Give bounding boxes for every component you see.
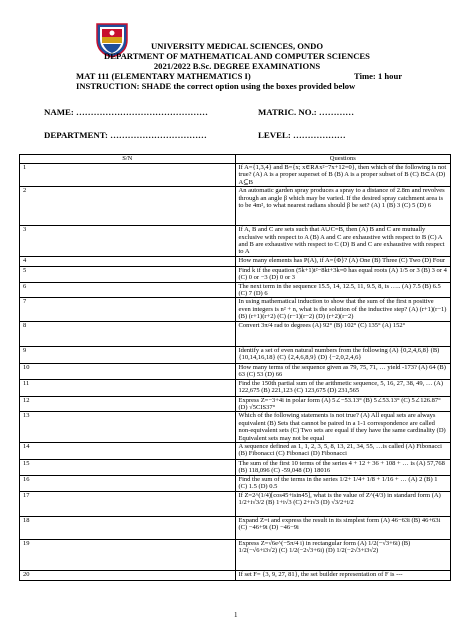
question-number: 5 (20, 266, 236, 282)
university-name: UNIVERSITY MEDICAL SCIENCES, ONDO (150, 41, 324, 51)
table-row (20, 396, 451, 412)
question-number: 19 (20, 539, 236, 570)
course-title: MAT 111 (ELEMENTARY MATHEMATICS I) (76, 71, 251, 81)
question-text: In using mathematical induction to show that the sum of the first n positive even integers is n² + n, what is the solution of the inductive step? (A) (r+1)(r−1) (B) (r+1)(r+2) (C) (r−1)(r−2) (D) (r+2)(r−2) (235, 298, 451, 321)
name-field: NAME: ……………………………………… (44, 107, 208, 117)
table-row (20, 226, 451, 257)
question-number: 2 (20, 187, 236, 226)
question-number: 18 (20, 516, 236, 539)
question-text: If A={1,3,4} and B={x; x∈R∧x²−7x+12=0}, then which of the following is not true? (A) A is a proper superset of B (B) A is a proper subset of B (C) B⊂A (D) A⊆B (235, 164, 451, 187)
exam-instruction: INSTRUCTION: SHADE the correct option using the boxes provided below (76, 81, 356, 91)
question-number: 6 (20, 282, 236, 298)
question-number: 17 (20, 491, 236, 516)
department-field: DEPARTMENT: …………………………… (44, 130, 207, 140)
table-row (20, 266, 451, 282)
table-row (20, 516, 451, 539)
table-row (20, 321, 451, 346)
questions-table (19, 154, 451, 581)
question-number: 9 (20, 346, 236, 363)
question-text: The sum of the first 10 terms of the series 4 + 12 + 36 + 108 + … is (A) 57,768 (B) 118,096 (C) -59,048 (D) 18016 (235, 459, 451, 475)
question-number: 13 (20, 412, 236, 443)
question-text: Find k if the equation (5k+1)t²−8kt+3k=0 has equal roots (A) 1/5 or 3 (B) 3 or 4 (C) 0 or −3 (D) 0 or 3 (235, 266, 451, 282)
table-header-row (20, 155, 451, 164)
question-number: 14 (20, 442, 236, 459)
level-field: LEVEL: ……………… (258, 130, 346, 140)
table-row (20, 164, 451, 187)
department-name: DEPARTMENT OF MATHEMATICAL AND COMPUTER SCIENCES (104, 51, 370, 61)
question-text: Expand Z=i and express the result in its simplest form (A) 46−63i (B) 46+63i (C) −46+9i (D) −46−9i (235, 516, 451, 539)
question-text: An automatic garden spray produces a spray to a distance of 2.8m and revolves through an angle β which may be varied. If the desired spray catchment area is to be 4m², to what nearest radians should β be set? (A) 1 (B) 3 (C) 5 (D) 6 (235, 187, 451, 226)
table-row (20, 570, 451, 580)
question-text: How many elements has P(A), if A={Φ}? (A) One (B) Three (C) Two (D) Four (235, 256, 451, 266)
question-number: 16 (20, 475, 236, 491)
question-number: 20 (20, 570, 236, 580)
table-row (20, 459, 451, 475)
question-text: Express Z=−3+4i in polar form (A) 5∠−53.13° (B) 5∠53.13° (C) 5∠126.87° (D) √5CIS37° (235, 396, 451, 412)
exam-session: 2021/2022 B.Sc. DEGREE EXAMINATIONS (153, 61, 321, 71)
question-number: 15 (20, 459, 236, 475)
table-row (20, 442, 451, 459)
table-row (20, 363, 451, 379)
question-text: If A, B and C are sets such that A∪C=B, then (A) B and C are mutually exclusive with respect to A (B) A and C are exhaustive with respect to B (C) A and B are exhaustive with respect to C (D) B and C are exhaustive with respect to A (235, 226, 451, 257)
table-row (20, 539, 451, 570)
question-number: 12 (20, 396, 236, 412)
question-text: Find the 150th partial sum of the arithmetic sequence, 5, 16, 27, 38, 49, … (A) 122,675 (B) 221,123 (C) 123,675 (D) 231,565 (235, 379, 451, 396)
question-number: 8 (20, 321, 236, 346)
question-text: Express Z=√6e^(−5π/4 i) in rectangular form (A) 1/2(−√3+6i) (B) 1/2(−√6+i3√2) (C) 1/2(−2√3+6i) (D) 1/2(−2√3+i3√2) (235, 539, 451, 570)
question-number: 1 (20, 164, 236, 187)
question-number: 10 (20, 363, 236, 379)
table-row (20, 412, 451, 443)
question-text: Which of the following statements is not true? (A) All equal sets are always equivalent (B) Sets that cannot be paired in a 1-1 correspondence are called non-equivalent sets (C) Two sets are equal if they have the same cardinality (D) Equivalent sets may not be equal (235, 412, 451, 443)
table-row (20, 346, 451, 363)
question-number: 7 (20, 298, 236, 321)
question-text: Identify a set of even natural numbers from the following (A) {0,2,4,6,8} (B) {10,14,16,18} (C) {2,4,6,8,9} (D) {−2,0,2,4,6} (235, 346, 451, 363)
question-number: 4 (20, 256, 236, 266)
question-text: Convert 3π/4 rad to degrees (A) 92° (B) 102° (C) 135° (A) 152° (235, 321, 451, 346)
questions-column-header: Questions (235, 155, 451, 164)
question-text: How many terms of the sequence given as 79, 75, 71, … yield -173? (A) 64 (B) 63 (C) 53 (D) 66 (235, 363, 451, 379)
question-text: A sequence defined as 1, 1, 2, 3, 5, 8, 13, 21, 34, 55, …is called (A) Fibonacci (B) Fibonacci (C) Fibonaci (D) Fibonacci (235, 442, 451, 459)
question-text: The next term in the sequence 15.5, 14, 12.5, 11, 9.5, 8, is ….. (A) 7.5 (B) 6.5 (C) 7 (D) 6 (235, 282, 451, 298)
table-row (20, 282, 451, 298)
table-row (20, 491, 451, 516)
question-text: If set F= {3, 9, 27, 81}, the set builder representation of F is --- (235, 570, 451, 580)
table-row (20, 298, 451, 321)
table-row (20, 187, 451, 226)
sn-column-header: S/N (20, 155, 236, 164)
question-text: If Z=2^(1/4)[cos45+isin45], what is the value of Z^(4/3) in standard form (A) 1/2+i√3/2 (B) 1+i√3 (C) 2+i√3 (D) √3/2+i/2 (235, 491, 451, 516)
exam-duration: Time: 1 hour (354, 71, 403, 81)
table-row (20, 256, 451, 266)
table-row (20, 475, 451, 491)
question-text: Find the sum of the terms in the series 1/2+ 1/4+ 1/8 + 1/16 + … (A) 2 (B) 1 (C) 1.5 (D) 0.5 (235, 475, 451, 491)
table-row (20, 379, 451, 396)
page-number: 1 (234, 611, 238, 619)
question-number: 3 (20, 226, 236, 257)
question-number: 11 (20, 379, 236, 396)
matric-number-field: MATRIC. NO.: ………… (258, 107, 355, 117)
